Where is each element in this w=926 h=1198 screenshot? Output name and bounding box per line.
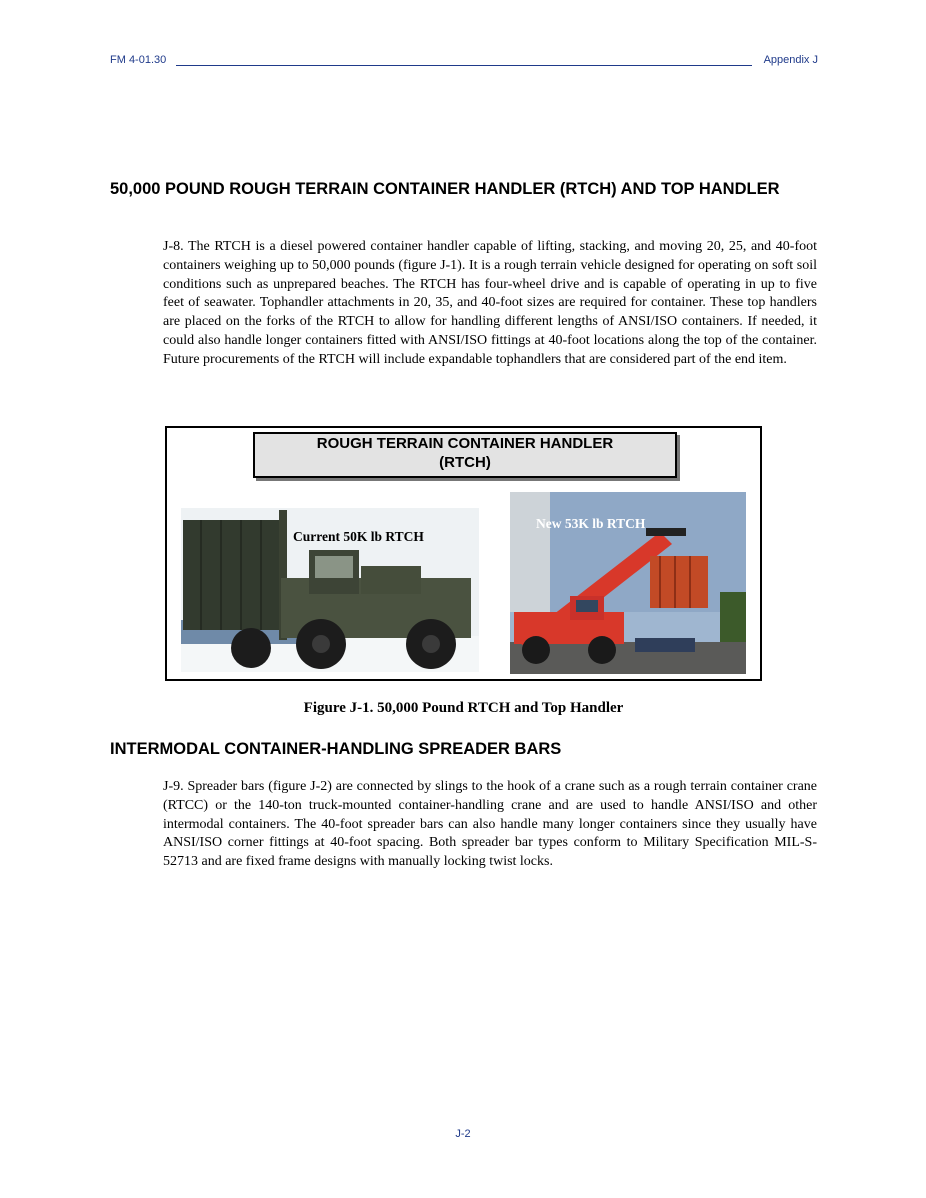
photo-label-new: New 53K lb RTCH (536, 516, 646, 531)
page-number: J-2 (455, 1128, 471, 1140)
section-heading-spreader-bars: INTERMODAL CONTAINER-HANDLING SPREADER BARS (110, 740, 562, 758)
section-heading-rtch: 50,000 POUND ROUGH TERRAIN CONTAINER HANDLER (RTCH) AND TOP HANDLER (110, 180, 780, 198)
figure-title-line2: (RTCH) (439, 454, 491, 471)
figure-title-line1: ROUGH TERRAIN CONTAINER HANDLER (316, 435, 614, 452)
photo-new-rtch (510, 492, 746, 674)
manual-number: FM 4-01.30 (110, 54, 167, 66)
photo-current-rtch (181, 508, 479, 672)
paragraph-j9: J-9. Spreader bars (figure J-2) are connected by slings to the hook of a crane such as a rough terrain container crane (RTCC) or the 140-ton truck-mounted container-handling crane and are used to handle ANSI/ISO and other intermodal containers. The 40-foot spreader bars can also handle many longer containers since they usually have ANSI/ISO corner fittings at 40-foot spacing. Both spreader bar types conform to Military Specification MIL-S-52713 and are fixed frame designs with manually locking twist locks. (163, 779, 817, 870)
running-header (110, 54, 818, 70)
photo-label-current: Current 50K lb RTCH (293, 529, 424, 544)
appendix-label: Appendix J (763, 54, 818, 66)
header-rule (176, 65, 752, 66)
figure-j1 (165, 426, 762, 681)
paragraph-j8: J-8. The RTCH is a diesel powered container handler capable of lifting, stacking, and moving 20, 25, and 40-foot containers weighing up to 50,000 pounds (figure J-1). It is a rough terrain vehicle designed for operating on soft soil conditions such as unprepared beaches. The RTCH has four-wheel drive and is capable of operating in up to five feet of seawater. Tophandler attachments in 20, 35, and 40-foot sizes are required for container. These top handlers are placed on the forks of the RTCH to allow for handling different lengths of ANSI/ISO containers. If needed, it could also handle longer containers fitted with ANSI/ISO fittings at 40-foot locations along the top of the container. Future procurements of the RTCH will include expandable tophandlers that are considered part of the end item. (163, 239, 817, 367)
figure-caption: Figure J-1. 50,000 Pound RTCH and Top Handler (303, 700, 624, 716)
figure-title-box (253, 432, 677, 478)
